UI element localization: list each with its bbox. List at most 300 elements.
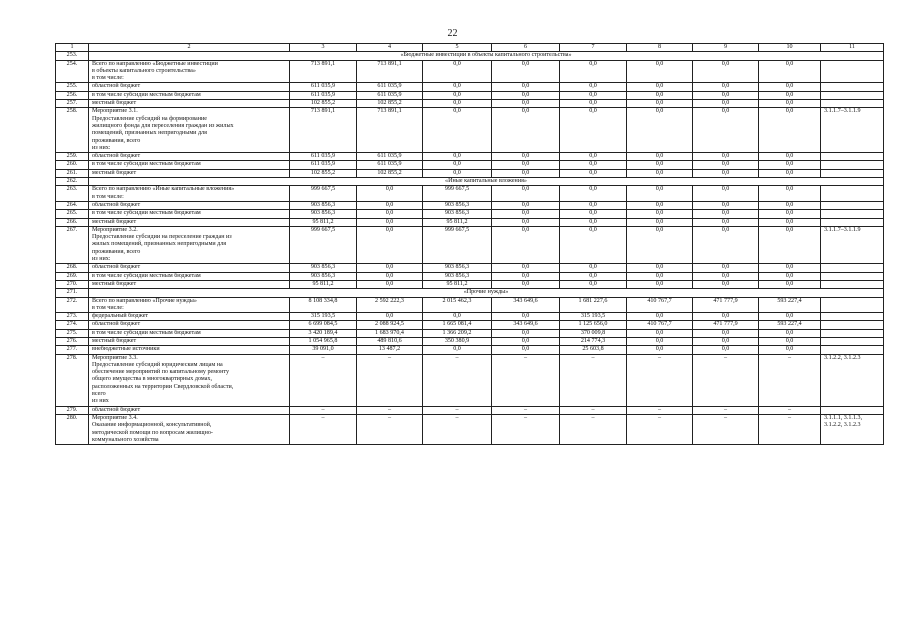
value-cell: 95 811,2 xyxy=(290,218,357,226)
value-cell: 0,0 xyxy=(627,60,693,83)
reference-cell xyxy=(821,100,884,108)
table-row xyxy=(56,60,884,83)
value-cell: 611 035,9 xyxy=(357,161,423,169)
value-cell: 6 699 084,5 xyxy=(290,321,357,329)
description-cell: федеральный бюджет xyxy=(89,313,290,321)
value-cell: 0,0 xyxy=(560,186,627,202)
value-cell: 713 891,1 xyxy=(357,108,423,153)
row-number-cell: 255. xyxy=(56,83,89,91)
table-row xyxy=(56,406,884,414)
value-cell: 13 487,2 xyxy=(357,346,423,354)
table-row xyxy=(56,169,884,177)
table-row xyxy=(56,100,884,108)
row-number-cell: 266. xyxy=(56,218,89,226)
value-cell: – xyxy=(290,414,357,444)
value-cell: 0,0 xyxy=(423,83,492,91)
description-cell: местный бюджет xyxy=(89,337,290,345)
value-cell: 611 035,9 xyxy=(290,83,357,91)
value-cell: 0,0 xyxy=(759,186,821,202)
value-cell: 0,0 xyxy=(423,169,492,177)
value-cell: 0,0 xyxy=(492,153,560,161)
table-row xyxy=(56,83,884,91)
value-cell: 0,0 xyxy=(492,272,560,280)
value-cell: 0,0 xyxy=(560,218,627,226)
value-cell: 1 366 209,2 xyxy=(423,329,492,337)
value-cell: 903 856,3 xyxy=(423,210,492,218)
value-cell: 0,0 xyxy=(693,91,759,99)
value-cell: – xyxy=(492,414,560,444)
value-cell: 0,0 xyxy=(693,313,759,321)
value-cell: 1 125 656,0 xyxy=(560,321,627,329)
row-number-cell: 265. xyxy=(56,210,89,218)
section-row xyxy=(56,52,884,60)
value-cell: 0,0 xyxy=(492,100,560,108)
budget-table xyxy=(55,43,884,445)
value-cell: 0,0 xyxy=(492,218,560,226)
value-cell: 0,0 xyxy=(492,201,560,209)
value-cell: 1 683 970,4 xyxy=(357,329,423,337)
value-cell: – xyxy=(627,406,693,414)
value-cell: 0,0 xyxy=(560,91,627,99)
value-cell: 0,0 xyxy=(627,210,693,218)
table-row xyxy=(56,346,884,354)
value-cell: 0,0 xyxy=(759,83,821,91)
header-cell: 5 xyxy=(423,44,492,52)
row-number-cell: 272. xyxy=(56,297,89,313)
value-cell: 0,0 xyxy=(492,280,560,288)
description-cell: Мероприятие 3.3. Предоставление субсидий юридическим лицам на обеспечение мероприятий по капитальному ремонту общего имущества в многоквартирных домах, расположенных на территории Свердловской области, всего из них xyxy=(89,354,290,406)
value-cell: 1 054 965,8 xyxy=(290,337,357,345)
value-cell: 0,0 xyxy=(560,280,627,288)
value-cell: 0,0 xyxy=(759,91,821,99)
value-cell: 102 855,2 xyxy=(290,169,357,177)
value-cell: 343 649,6 xyxy=(492,297,560,313)
value-cell: 0,0 xyxy=(560,264,627,272)
reference-cell xyxy=(821,83,884,91)
value-cell: 0,0 xyxy=(759,264,821,272)
value-cell: 471 777,9 xyxy=(693,297,759,313)
reference-cell xyxy=(821,406,884,414)
description-cell: областной бюджет xyxy=(89,153,290,161)
description-cell: местный бюджет xyxy=(89,100,290,108)
description-cell: внебюджетные источники xyxy=(89,346,290,354)
value-cell: 315 193,5 xyxy=(290,313,357,321)
header-cell: 3 xyxy=(290,44,357,52)
table-row xyxy=(56,272,884,280)
description-cell: областной бюджет xyxy=(89,83,290,91)
value-cell: – xyxy=(423,414,492,444)
value-cell: 39 091,0 xyxy=(290,346,357,354)
row-number-cell: 277. xyxy=(56,346,89,354)
description-cell: в том числе субсидии местным бюджетам xyxy=(89,329,290,337)
table-row xyxy=(56,161,884,169)
reference-cell: 3.1.1.1, 3.1.1.3, 3.1.2.2, 3.1.2.3 xyxy=(821,414,884,444)
value-cell: 0,0 xyxy=(627,108,693,153)
value-cell: 0,0 xyxy=(627,91,693,99)
description-cell: местный бюджет xyxy=(89,169,290,177)
description-cell: Мероприятие 3.4. Оказание информационной, консультативной, методической помощи по вопросам жилищно- коммунального хозяйства xyxy=(89,414,290,444)
value-cell: 370 009,8 xyxy=(560,329,627,337)
value-cell: 0,0 xyxy=(423,161,492,169)
value-cell: – xyxy=(759,354,821,406)
row-number-cell: 256. xyxy=(56,91,89,99)
value-cell: 0,0 xyxy=(627,226,693,263)
value-cell: 0,0 xyxy=(560,153,627,161)
description-cell: Всего по направлению «Иные капитальные вложения» в том числе: xyxy=(89,186,290,202)
value-cell: – xyxy=(357,406,423,414)
value-cell: 0,0 xyxy=(693,329,759,337)
value-cell: 0,0 xyxy=(492,108,560,153)
value-cell: – xyxy=(627,414,693,444)
value-cell: 0,0 xyxy=(627,153,693,161)
table-row xyxy=(56,280,884,288)
value-cell: 0,0 xyxy=(492,313,560,321)
value-cell: 0,0 xyxy=(492,91,560,99)
header-cell: 2 xyxy=(89,44,290,52)
value-cell: 0,0 xyxy=(693,83,759,91)
value-cell: 0,0 xyxy=(693,280,759,288)
value-cell: 0,0 xyxy=(423,313,492,321)
value-cell: 0,0 xyxy=(357,210,423,218)
value-cell: 0,0 xyxy=(560,60,627,83)
reference-cell xyxy=(821,201,884,209)
reference-cell xyxy=(821,218,884,226)
page-number: 22 xyxy=(447,28,458,39)
description-cell: Мероприятие 3.1. Предоставление субсидий на формирование жилищного фонда для переселения граждан из жилых помещений, признанных непригодными для проживания, всего из них: xyxy=(89,108,290,153)
header-cell: 11 xyxy=(821,44,884,52)
reference-cell xyxy=(821,161,884,169)
value-cell: 999 667,5 xyxy=(423,186,492,202)
value-cell: 0,0 xyxy=(423,60,492,83)
value-cell: 0,0 xyxy=(492,161,560,169)
value-cell: 0,0 xyxy=(693,186,759,202)
value-cell: 0,0 xyxy=(492,346,560,354)
row-number-cell: 260. xyxy=(56,161,89,169)
table-row xyxy=(56,210,884,218)
value-cell: 0,0 xyxy=(357,280,423,288)
value-cell: 0,0 xyxy=(759,201,821,209)
value-cell: 343 649,6 xyxy=(492,321,560,329)
value-cell: 410 767,7 xyxy=(627,297,693,313)
value-cell: 0,0 xyxy=(492,329,560,337)
value-cell: 0,0 xyxy=(627,280,693,288)
table-row xyxy=(56,337,884,345)
value-cell: 903 856,3 xyxy=(423,272,492,280)
header-cell: 9 xyxy=(693,44,759,52)
value-cell: 999 667,5 xyxy=(290,226,357,263)
header-cell: 6 xyxy=(492,44,560,52)
reference-cell xyxy=(821,313,884,321)
description-cell: областной бюджет xyxy=(89,321,290,329)
table-row xyxy=(56,354,884,406)
row-number-cell: 274. xyxy=(56,321,89,329)
value-cell: 0,0 xyxy=(627,201,693,209)
row-number-cell: 275. xyxy=(56,329,89,337)
table-row xyxy=(56,321,884,329)
value-cell: 903 856,3 xyxy=(423,264,492,272)
value-cell: 0,0 xyxy=(759,153,821,161)
section-title-cell: «Прочие нужды» xyxy=(89,289,884,297)
table-header-row xyxy=(56,44,884,52)
row-number-cell: 276. xyxy=(56,337,89,345)
value-cell: 0,0 xyxy=(627,218,693,226)
description-cell: в том числе субсидии местным бюджетам xyxy=(89,161,290,169)
value-cell: 713 891,1 xyxy=(290,60,357,83)
table-row xyxy=(56,186,884,202)
value-cell: – xyxy=(290,406,357,414)
value-cell: 25 603,8 xyxy=(560,346,627,354)
table-row xyxy=(56,153,884,161)
value-cell: 0,0 xyxy=(693,60,759,83)
value-cell: 0,0 xyxy=(759,329,821,337)
reference-cell xyxy=(821,264,884,272)
value-cell: 0,0 xyxy=(627,329,693,337)
value-cell: 0,0 xyxy=(759,210,821,218)
value-cell: – xyxy=(560,414,627,444)
value-cell: 95 811,2 xyxy=(423,218,492,226)
value-cell: 0,0 xyxy=(627,272,693,280)
value-cell: 102 855,2 xyxy=(357,100,423,108)
header-cell: 1 xyxy=(56,44,89,52)
value-cell: 0,0 xyxy=(357,226,423,263)
value-cell: – xyxy=(560,406,627,414)
value-cell: 0,0 xyxy=(492,60,560,83)
section-title-cell: «Бюджетные инвестиции в объекты капитального строительства» xyxy=(89,52,884,60)
value-cell: 350 380,9 xyxy=(423,337,492,345)
header-cell: 7 xyxy=(560,44,627,52)
description-cell: областной бюджет xyxy=(89,264,290,272)
value-cell: 95 811,2 xyxy=(423,280,492,288)
value-cell: – xyxy=(560,354,627,406)
value-cell: 0,0 xyxy=(759,169,821,177)
reference-cell: 3.1.1.7–3.1.1.9 xyxy=(821,108,884,153)
value-cell: 999 667,5 xyxy=(423,226,492,263)
value-cell: 0,0 xyxy=(627,313,693,321)
value-cell: 0,0 xyxy=(693,169,759,177)
value-cell: 0,0 xyxy=(693,100,759,108)
value-cell: 95 811,2 xyxy=(290,280,357,288)
value-cell: 0,0 xyxy=(693,210,759,218)
reference-cell xyxy=(821,329,884,337)
value-cell: 0,0 xyxy=(759,337,821,345)
value-cell: 903 856,3 xyxy=(423,201,492,209)
row-number-cell: 259. xyxy=(56,153,89,161)
value-cell: – xyxy=(759,414,821,444)
value-cell: 0,0 xyxy=(759,100,821,108)
value-cell: 0,0 xyxy=(627,337,693,345)
value-cell: 0,0 xyxy=(492,169,560,177)
row-number-cell: 278. xyxy=(56,354,89,406)
value-cell: 0,0 xyxy=(693,218,759,226)
value-cell: 713 891,1 xyxy=(357,60,423,83)
value-cell: 0,0 xyxy=(357,201,423,209)
reference-cell xyxy=(821,272,884,280)
value-cell: 2 088 924,5 xyxy=(357,321,423,329)
value-cell: 0,0 xyxy=(492,210,560,218)
table-row xyxy=(56,108,884,153)
description-cell: в том числе субсидии местным бюджетам xyxy=(89,91,290,99)
reference-cell xyxy=(821,153,884,161)
section-row xyxy=(56,178,884,186)
description-cell: Мероприятие 3.2. Предоставление субсидии на переселение граждан из жилых помещений, признанных непригодными для проживания, всего из них: xyxy=(89,226,290,263)
value-cell: – xyxy=(627,354,693,406)
value-cell: – xyxy=(423,354,492,406)
value-cell: 903 856,3 xyxy=(290,272,357,280)
table-row xyxy=(56,414,884,444)
value-cell: 0,0 xyxy=(492,226,560,263)
table-row xyxy=(56,264,884,272)
value-cell: 102 855,2 xyxy=(357,169,423,177)
row-number-cell: 280. xyxy=(56,414,89,444)
value-cell: 593 227,4 xyxy=(759,321,821,329)
value-cell: 0,0 xyxy=(627,83,693,91)
value-cell: 214 774,3 xyxy=(560,337,627,345)
row-number-cell: 279. xyxy=(56,406,89,414)
row-number-cell: 262. xyxy=(56,178,89,186)
value-cell: 0,0 xyxy=(492,83,560,91)
value-cell: 0,0 xyxy=(357,313,423,321)
table-row xyxy=(56,226,884,263)
value-cell: 0,0 xyxy=(759,280,821,288)
description-cell: местный бюджет xyxy=(89,218,290,226)
reference-cell xyxy=(821,297,884,313)
value-cell: 0,0 xyxy=(560,210,627,218)
row-number-cell: 258. xyxy=(56,108,89,153)
value-cell: 713 891,1 xyxy=(290,108,357,153)
table-row xyxy=(56,329,884,337)
section-row xyxy=(56,289,884,297)
value-cell: 0,0 xyxy=(357,218,423,226)
value-cell: 0,0 xyxy=(693,153,759,161)
row-number-cell: 270. xyxy=(56,280,89,288)
row-number-cell: 254. xyxy=(56,60,89,83)
value-cell: 2 592 222,3 xyxy=(357,297,423,313)
row-number-cell: 253. xyxy=(56,52,89,60)
value-cell: 8 108 334,8 xyxy=(290,297,357,313)
reference-cell: 3.1.1.7–3.1.1.9 xyxy=(821,226,884,263)
value-cell: 0,0 xyxy=(423,346,492,354)
value-cell: 0,0 xyxy=(357,186,423,202)
value-cell: 0,0 xyxy=(492,337,560,345)
reference-cell xyxy=(821,337,884,345)
description-cell: областной бюджет xyxy=(89,406,290,414)
table-row xyxy=(56,218,884,226)
value-cell: – xyxy=(693,406,759,414)
value-cell: 0,0 xyxy=(627,100,693,108)
value-cell: – xyxy=(290,354,357,406)
value-cell: 0,0 xyxy=(693,226,759,263)
row-number-cell: 264. xyxy=(56,201,89,209)
reference-cell xyxy=(821,186,884,202)
value-cell: 0,0 xyxy=(759,272,821,280)
value-cell: 0,0 xyxy=(560,108,627,153)
row-number-cell: 271. xyxy=(56,289,89,297)
value-cell: – xyxy=(357,414,423,444)
reference-cell xyxy=(821,280,884,288)
value-cell: – xyxy=(492,354,560,406)
value-cell: 410 767,7 xyxy=(627,321,693,329)
value-cell: 903 856,3 xyxy=(290,210,357,218)
description-cell: Всего по направлению «Бюджетные инвестиции в объекты капитального строительства» в том числе: xyxy=(89,60,290,83)
value-cell: 0,0 xyxy=(627,264,693,272)
value-cell: 315 193,5 xyxy=(560,313,627,321)
value-cell: 489 810,6 xyxy=(357,337,423,345)
description-cell: местный бюджет xyxy=(89,280,290,288)
description-cell: в том числе субсидии местным бюджетам xyxy=(89,210,290,218)
row-number-cell: 267. xyxy=(56,226,89,263)
value-cell: 0,0 xyxy=(693,161,759,169)
value-cell: 471 777,9 xyxy=(693,321,759,329)
value-cell: – xyxy=(492,406,560,414)
reference-cell xyxy=(821,321,884,329)
value-cell: 0,0 xyxy=(492,186,560,202)
value-cell: 0,0 xyxy=(693,346,759,354)
value-cell: 0,0 xyxy=(560,161,627,169)
row-number-cell: 269. xyxy=(56,272,89,280)
header-cell: 4 xyxy=(357,44,423,52)
section-title-cell: «Иные капитальные вложения» xyxy=(89,178,884,186)
value-cell: 903 856,3 xyxy=(290,201,357,209)
value-cell: 611 035,9 xyxy=(357,153,423,161)
row-number-cell: 261. xyxy=(56,169,89,177)
value-cell: 0,0 xyxy=(423,153,492,161)
description-cell: в том числе субсидии местным бюджетам xyxy=(89,272,290,280)
value-cell: 0,0 xyxy=(759,218,821,226)
value-cell: 903 856,3 xyxy=(290,264,357,272)
value-cell: 0,0 xyxy=(423,108,492,153)
value-cell: 0,0 xyxy=(627,346,693,354)
value-cell: 1 665 081,4 xyxy=(423,321,492,329)
value-cell: 0,0 xyxy=(693,272,759,280)
value-cell: – xyxy=(759,406,821,414)
value-cell: 2 015 462,3 xyxy=(423,297,492,313)
header-cell: 10 xyxy=(759,44,821,52)
description-cell: Всего по направлению «Прочие нужды» в том числе: xyxy=(89,297,290,313)
value-cell: 0,0 xyxy=(560,83,627,91)
row-number-cell: 273. xyxy=(56,313,89,321)
value-cell: – xyxy=(357,354,423,406)
value-cell: 0,0 xyxy=(357,272,423,280)
value-cell: 0,0 xyxy=(627,169,693,177)
value-cell: 0,0 xyxy=(560,201,627,209)
row-number-cell: 257. xyxy=(56,100,89,108)
reference-cell xyxy=(821,210,884,218)
value-cell: 0,0 xyxy=(759,346,821,354)
value-cell: 0,0 xyxy=(693,264,759,272)
value-cell: 0,0 xyxy=(759,313,821,321)
value-cell: 0,0 xyxy=(423,100,492,108)
value-cell: 3 420 189,4 xyxy=(290,329,357,337)
value-cell: 0,0 xyxy=(693,108,759,153)
value-cell: 0,0 xyxy=(560,169,627,177)
value-cell: 593 227,4 xyxy=(759,297,821,313)
row-number-cell: 263. xyxy=(56,186,89,202)
table-row xyxy=(56,297,884,313)
reference-cell xyxy=(821,346,884,354)
description-cell: областной бюджет xyxy=(89,201,290,209)
value-cell: 0,0 xyxy=(759,226,821,263)
value-cell: 102 855,2 xyxy=(290,100,357,108)
value-cell: 0,0 xyxy=(357,264,423,272)
value-cell: 0,0 xyxy=(759,60,821,83)
value-cell: 611 035,9 xyxy=(357,91,423,99)
value-cell: 0,0 xyxy=(560,226,627,263)
value-cell: 0,0 xyxy=(759,108,821,153)
value-cell: – xyxy=(693,414,759,444)
value-cell: 611 035,9 xyxy=(290,91,357,99)
header-cell: 8 xyxy=(627,44,693,52)
value-cell: 0,0 xyxy=(560,272,627,280)
